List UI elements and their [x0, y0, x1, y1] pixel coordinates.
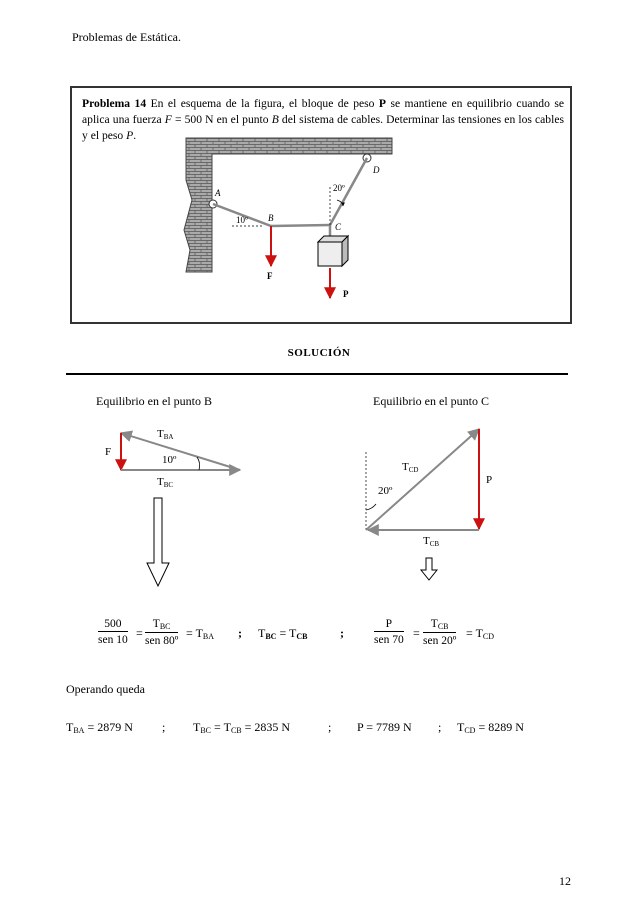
problem-text-1: En el esquema de la figura, el bloque de peso	[146, 97, 379, 110]
label-angle-10: 10º	[236, 215, 248, 225]
eq-sign-3: =	[413, 626, 420, 640]
result-tbc: $T_{BC} = T_{CB} = 2835$ N	[193, 720, 291, 735]
problem-text-5: .	[133, 129, 137, 142]
fraction-500: 500 sen 10	[98, 618, 128, 646]
label-b: B	[268, 213, 274, 223]
tcd-label: TCD	[402, 461, 419, 474]
result-sep-1: ;	[162, 720, 166, 734]
operando-text: Operando queda	[66, 682, 145, 696]
fraction-tbc: $T_{BC}$ sen 80º	[145, 618, 179, 647]
result-tcd: $T_{CD} = 8289$ N	[457, 720, 524, 735]
page-header: Problemas de Estática.	[72, 30, 181, 44]
angle-10-label: 10º	[162, 454, 177, 466]
semicolon-2: ;	[340, 626, 344, 640]
tcd-vector	[366, 429, 479, 530]
label-d: D	[373, 165, 380, 175]
problem-f: F	[164, 113, 172, 126]
label-force-f: F	[267, 271, 273, 281]
eq-b-title: Equilibrio en el punto B	[96, 394, 212, 408]
eq-tcd: = $T_{CD}$	[466, 626, 495, 641]
problem-p-bold: P	[378, 97, 386, 110]
fraction-p: P sen 70	[374, 618, 404, 646]
page-number: 12	[559, 874, 571, 888]
result-sep-2: ;	[328, 720, 332, 734]
problem-text-2: se mantiene en equilibrio cuando se aplica una fuerza	[82, 97, 565, 126]
result-sep-3: ;	[438, 720, 442, 734]
label-angle-20: 20º	[333, 183, 345, 193]
f-label: F	[105, 446, 112, 458]
result-p: P = 7789 N	[357, 720, 412, 734]
eq-tbc-tcb: $T_{BC} = T_{CB}$	[258, 626, 308, 641]
down-arrow-b-icon	[147, 498, 169, 586]
solution-title: SOLUCIÓN	[287, 347, 351, 359]
label-a: A	[215, 188, 221, 198]
eq-tba: = $T_{BA}$	[186, 626, 215, 641]
tbc-label: TBC	[157, 476, 174, 489]
problem-label: Problema 14	[82, 97, 147, 110]
semicolon-1: ;	[238, 626, 242, 640]
problem-text-4: del sistema de cables. Determinar las tensiones en los cables y el peso	[82, 113, 564, 142]
tcb-label: TCB	[423, 535, 440, 548]
problem-b: B	[271, 113, 279, 126]
p-label: P	[486, 474, 493, 486]
problem-text-3: = 500 N en el punto	[171, 113, 272, 126]
tba-vector	[121, 433, 240, 470]
down-arrow-c-icon	[421, 558, 437, 580]
label-c: C	[335, 222, 342, 232]
fraction-tcb: $T_{CB}$ sen 20º	[423, 618, 457, 647]
tba-label: TBA	[157, 428, 174, 441]
result-tba: $T_{BA} = 2879$ N	[66, 720, 133, 735]
label-force-p: P	[343, 289, 349, 299]
eq-sign-1: =	[136, 626, 143, 640]
problem-p: P	[126, 129, 134, 142]
angle-20-label: 20º	[378, 485, 393, 497]
eq-c-title: Equilibrio en el punto C	[373, 394, 489, 408]
